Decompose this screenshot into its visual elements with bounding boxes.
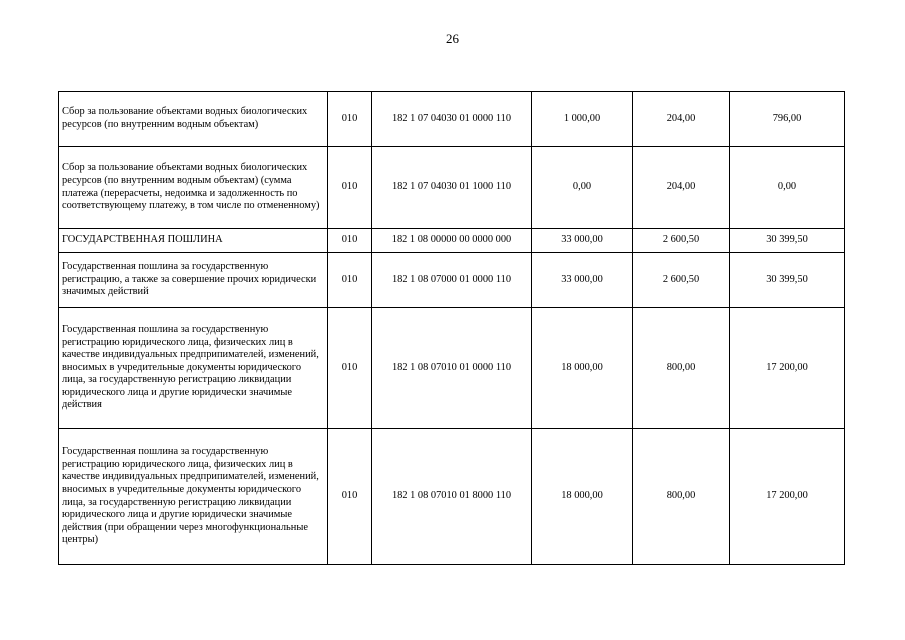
page-number: 26: [446, 31, 459, 46]
row-line-code-cell: 010: [328, 147, 372, 229]
row-unexecuted-cell: 17 200,00: [730, 308, 845, 429]
row-name-cell: Государственная пошлина за государственную регистрацию юридического лица, физических лиц в качестве индивидуальных предприпимателей, изменений, вносимых в учредительные документы юридического лица, за государственную регистрацию ликвидации юридического лица и другие юридически значимые действия (при обращении через многофункциональные центры): [59, 429, 328, 565]
row-kbk-cell: 182 1 08 00000 00 0000 000: [372, 229, 532, 253]
table-row: [59, 229, 845, 253]
row-executed-cell: 2 600,50: [633, 253, 730, 308]
row-unexecuted-cell: 30 399,50: [730, 229, 845, 253]
table-row: [59, 429, 845, 565]
row-approved-cell: 18 000,00: [532, 429, 633, 565]
row-line-code-cell: 010: [328, 253, 372, 308]
row-line-code-cell: 010: [328, 308, 372, 429]
row-name-cell: Государственная пошлина за государственную регистрацию юридического лица, физических лиц в качестве индивидуальных предприпимателей, изменений, вносимых в учредительные документы юридического лица, за государственную регистрацию ликвидации юридического лица и другие юридически значимые действия: [59, 308, 328, 429]
row-kbk-cell: 182 1 07 04030 01 1000 110: [372, 147, 532, 229]
row-unexecuted-cell: 796,00: [730, 92, 845, 147]
row-kbk-cell: 182 1 08 07010 01 0000 110: [372, 308, 532, 429]
row-approved-cell: 33 000,00: [532, 253, 633, 308]
row-name-cell: Сбор за пользование объектами водных биологических ресурсов (по внутренним водным объектам) (сумма платежа (перерасчеты, недоимка и задолженность по соответствующему платежу, в том числе по отмененному): [59, 147, 328, 229]
row-name-cell: ГОСУДАРСТВЕННАЯ ПОШЛИНА: [59, 229, 328, 253]
row-approved-cell: 0,00: [532, 147, 633, 229]
row-executed-cell: 2 600,50: [633, 229, 730, 253]
row-approved-cell: 18 000,00: [532, 308, 633, 429]
table-row: [59, 308, 845, 429]
row-name-cell: Государственная пошлина за государственную регистрацию, а также за совершение прочих юридически значимых действий: [59, 253, 328, 308]
row-line-code-cell: 010: [328, 92, 372, 147]
row-executed-cell: 204,00: [633, 147, 730, 229]
row-approved-cell: 33 000,00: [532, 229, 633, 253]
row-kbk-cell: 182 1 07 04030 01 0000 110: [372, 92, 532, 147]
row-unexecuted-cell: 17 200,00: [730, 429, 845, 565]
row-unexecuted-cell: 0,00: [730, 147, 845, 229]
table-row: [59, 253, 845, 308]
row-line-code-cell: 010: [328, 429, 372, 565]
row-kbk-cell: 182 1 08 07000 01 0000 110: [372, 253, 532, 308]
row-approved-cell: 1 000,00: [532, 92, 633, 147]
table-row: [59, 147, 845, 229]
row-line-code-cell: 010: [328, 229, 372, 253]
row-executed-cell: 800,00: [633, 429, 730, 565]
budget-income-table: [58, 91, 845, 565]
row-name-cell: Сбор за пользование объектами водных биологических ресурсов (по внутренним водным объектам): [59, 92, 328, 147]
row-kbk-cell: 182 1 08 07010 01 8000 110: [372, 429, 532, 565]
row-executed-cell: 800,00: [633, 308, 730, 429]
row-executed-cell: 204,00: [633, 92, 730, 147]
table-row: [59, 92, 845, 147]
row-unexecuted-cell: 30 399,50: [730, 253, 845, 308]
